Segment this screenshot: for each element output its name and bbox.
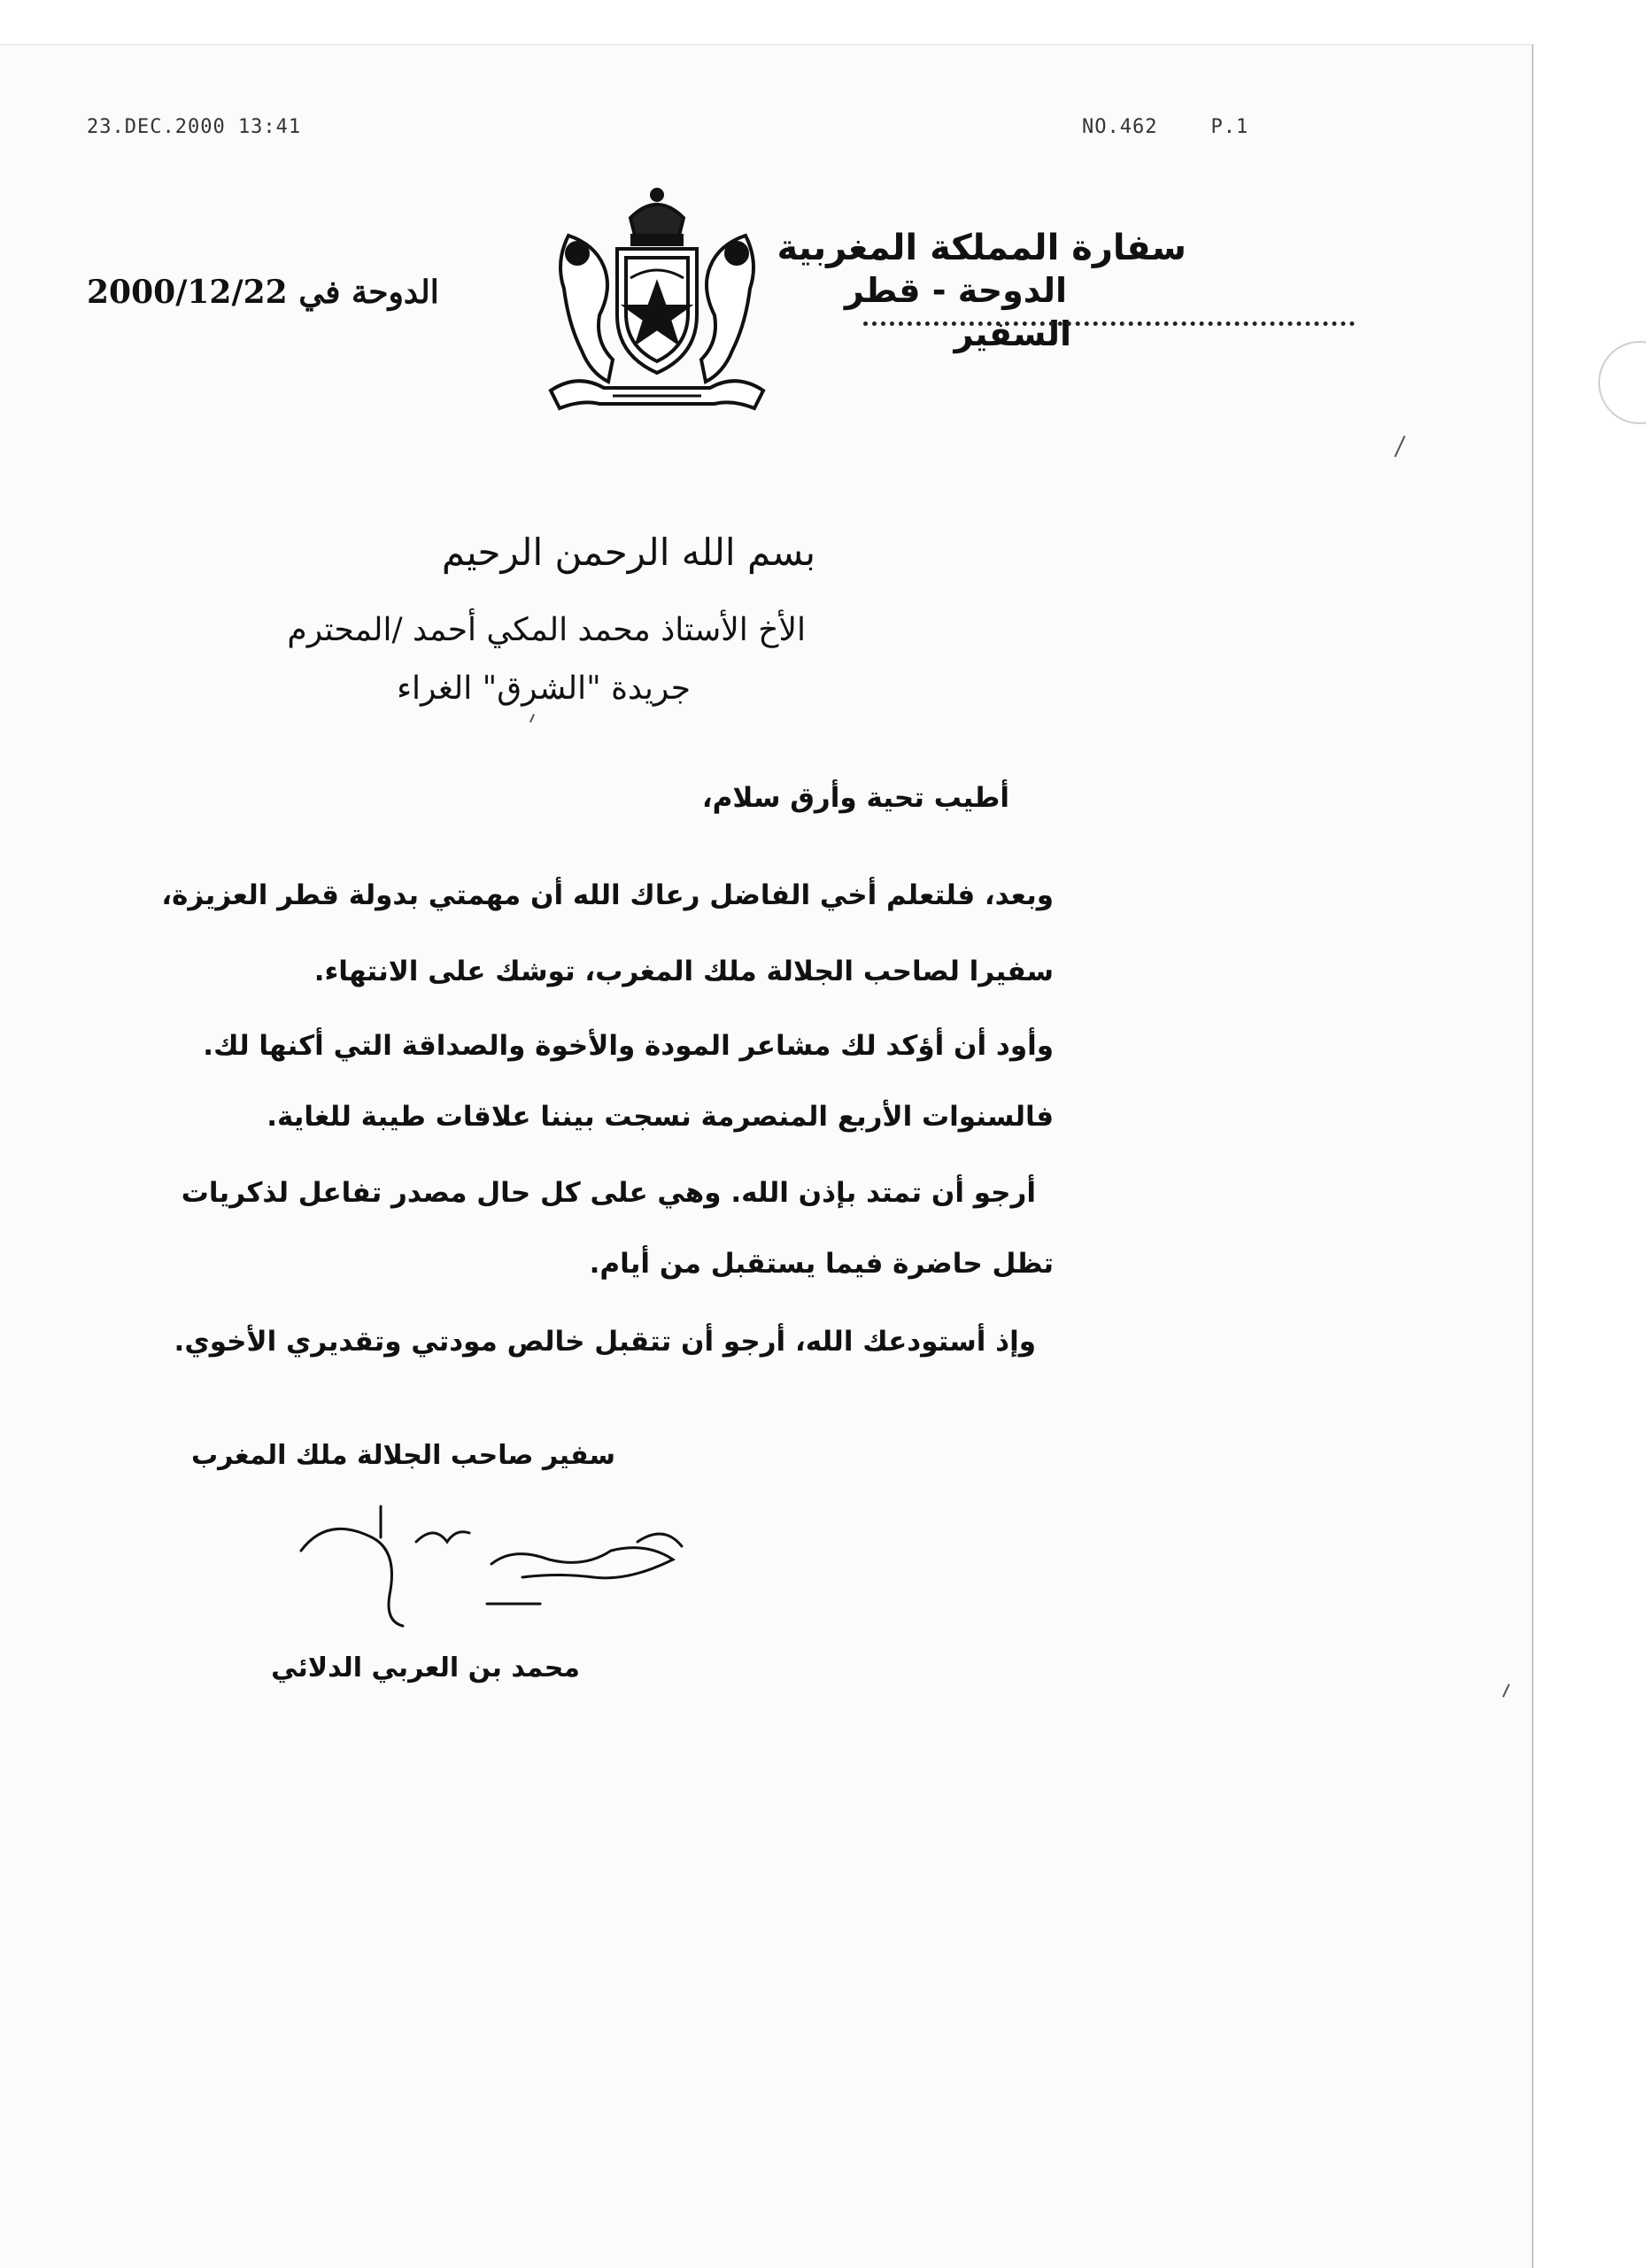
letterhead-divider bbox=[863, 321, 1355, 326]
body-line: وبعد، فلتعلم أخي الفاضل رعاك الله أن مهمتي بدولة قطر العزيزة، bbox=[161, 879, 1054, 911]
greeting: أطيب تحية وأرق سلام، bbox=[701, 782, 1009, 814]
moroccan-coat-of-arms-icon bbox=[542, 182, 772, 417]
handwritten-signature bbox=[292, 1498, 735, 1630]
body-line: سفيرا لصاحب الجلالة ملك المغرب، توشك على الانتهاء. bbox=[313, 956, 1054, 987]
embassy-name: سفارة المملكة المغربية bbox=[777, 228, 1186, 268]
signatory-title: سفير صاحب الجلالة ملك المغرب bbox=[191, 1440, 615, 1471]
signatory-name: محمد بن العربي الدلائي bbox=[271, 1653, 580, 1684]
basmala: بسم الله الرحمن الرحيم bbox=[441, 530, 816, 574]
letter-date: الدوحة في 2000/12/22 bbox=[87, 274, 439, 311]
stray-mark bbox=[1395, 436, 1406, 457]
recipient-name: الأخ الأستاذ محمد المكي أحمد /المحترم bbox=[287, 612, 806, 648]
fax-page-number: P.1 bbox=[1210, 116, 1249, 138]
fax-number: NO.462 bbox=[1082, 116, 1158, 138]
embassy-location: الدوحة - قطر bbox=[844, 271, 1067, 310]
embassy-role: السفير bbox=[954, 314, 1071, 353]
body-line: أرجو أن تمتد بإذن الله. وهي على كل حال مصدر تفاعل لذكريات bbox=[181, 1177, 1036, 1209]
letter-page bbox=[0, 44, 1534, 2268]
body-line: فالسنوات الأربع المنصرمة نسجت بيننا علاقات طيبة للغاية. bbox=[267, 1101, 1054, 1133]
fax-timestamp: 23.DEC.2000 13:41 bbox=[87, 116, 302, 138]
embassy-letterhead bbox=[777, 227, 1186, 356]
body-line: وأود أن أؤكد لك مشاعر المودة والأخوة والصداقة التي أكنها لك. bbox=[203, 1030, 1054, 1062]
body-line: وإذ أستودعك الله، أرجو أن تتقبل خالص مودتي وتقديري الأخوي. bbox=[174, 1326, 1036, 1358]
stray-mark bbox=[529, 714, 535, 723]
recipient-organization: جريدة "الشرق" الغراء bbox=[397, 670, 691, 707]
stray-mark bbox=[1503, 1684, 1511, 1697]
fax-page-info bbox=[1082, 116, 1302, 138]
punch-hole bbox=[1598, 341, 1646, 424]
body-line: تظل حاضرة فيما يستقبل من أيام. bbox=[589, 1248, 1054, 1280]
